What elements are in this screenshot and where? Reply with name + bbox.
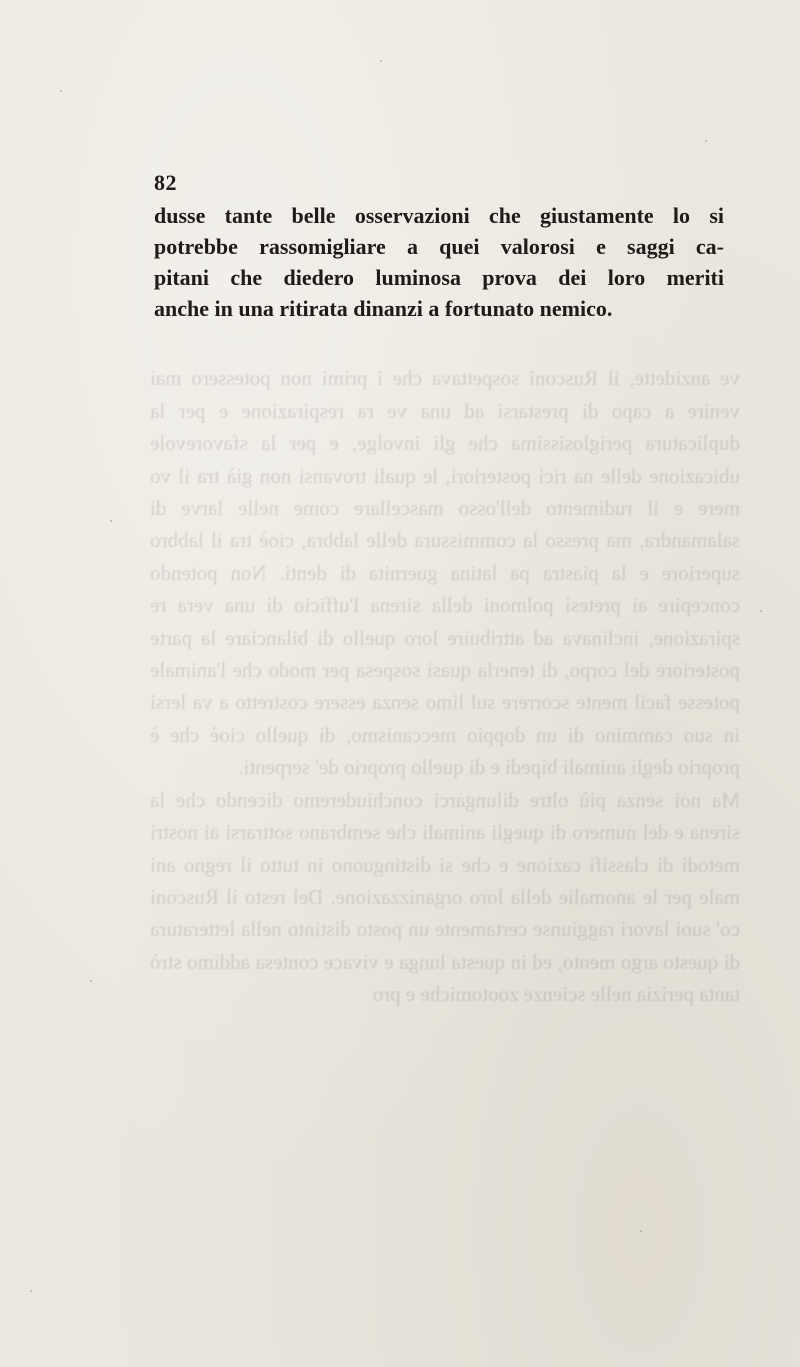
text-line: dusse tante belle osservazioni che giustamente lo si [154,203,724,228]
paper-speck [705,140,707,142]
paper-speck [90,980,92,982]
text-line: anche in una ritirata dinanzi a fortunato nemico. [154,296,613,321]
text-line: potrebbe rassomigliare a quei valorosi e saggi ca- [154,234,724,259]
paper-speck [380,60,382,62]
paper-speck [60,90,62,92]
body-paragraph [154,200,724,324]
text-line: pitani che diedero luminosa prova dei loro meriti [154,265,724,290]
paper-speck [110,520,112,522]
paper-speck [30,1290,32,1292]
paper-speck [760,610,762,612]
paper-speck [640,1230,642,1232]
page-number: 82 [154,170,177,195]
show-through-texture: ve anzidette, il Rusconi sospettava che i primi non potessero mai venire a capo di prestarsi ad una ve ra respirazione e per la duplicatura periglosissima che gli involge, e per la sfavorevole ubicazione delle na rici posteriori, le quali trovansi non già tra il vo mere e il rudimento dell'osso mascellare come nelle larve di salamandra, ma presso la commissura delle labbra, cioè tra il labbro superiore e la piastra pa latina guernita di denti. Non potendo concepire ai pretesi polmoni della sirena l'ufficio di una vera re spirazione, inclinava ad attribuire loro quello di bilanciare la parte posteriore del corpo, di tenerla quasi sospesa per modo che l'animale potesse facil mente scorrere sul limo senza essere costretto a va lersi in suo cammino di un doppio meccanismo, di quello cioè che è proprio degli animali bipedi e di quello proprio de' serpenti. Ma noi senza più oltre dilungarci conchiuderemo dicendo che la sirena e del numero di quegli animali che sembrano sottrarsi ai nostri metodi di classifi cazione e che si distinguono in tutto il regno ani male per le anomalie della loro organizzazione. Del resto il Rusconi co' suoi lavori raggiunse certamente un posto distinto nella letteratura di questo argo mento, ed in questa lunga e vivace contesa addimo strò tanta perizia nelle scienze zootomiche e pro [150,366,740,1007]
